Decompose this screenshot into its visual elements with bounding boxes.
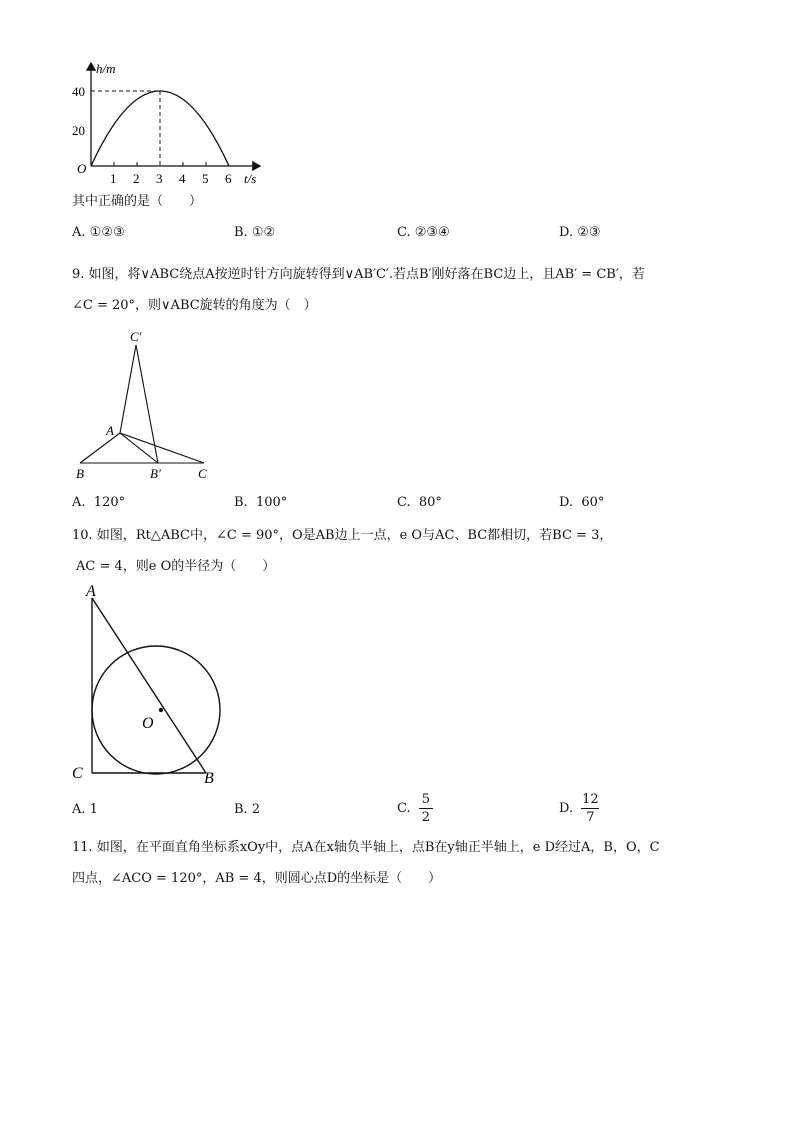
label-a: A xyxy=(106,423,114,438)
label-c: C xyxy=(72,765,83,782)
label-c: C xyxy=(198,466,207,481)
q11-stem-line2: 四点，∠ACO = 120°，AB = 4，则圆心点D的坐标是（ ） xyxy=(72,871,442,886)
segment-a-c xyxy=(120,433,204,463)
fraction-12-7: $\frac{12}{7}$ xyxy=(582,792,599,825)
x-tick-2: 2 xyxy=(133,171,140,186)
x-tick-6: 6 xyxy=(225,171,232,186)
inscribed-circle-o xyxy=(92,646,220,774)
q9-stem-line1: 9. 如图，将∨ABC绕点A按逆时针方向旋转得到∨AB′C′.若点B′刚好落在BC边上，且AB′ = CB′，若 xyxy=(72,267,645,282)
q10-option-c[interactable]: C. $\frac{5}{2}$ xyxy=(397,792,433,825)
center-point-o xyxy=(159,708,163,712)
fraction-5-2: $\frac{5}{2}$ xyxy=(419,792,433,825)
label-o: O xyxy=(142,715,154,732)
segment-a-cprime xyxy=(120,345,136,433)
height-time-graph xyxy=(60,55,280,190)
label-b: B xyxy=(204,770,214,787)
q9-option-a[interactable]: A. 120° xyxy=(72,495,126,510)
q8-option-c[interactable]: C. ②③④ xyxy=(397,225,450,240)
x-tick-3: 3 xyxy=(156,171,163,186)
x-tick-1: 1 xyxy=(110,171,117,186)
segment-a-b xyxy=(80,433,120,463)
label-cprime: C′ xyxy=(130,329,142,344)
q8-stem: 其中正确的是（ ） xyxy=(72,194,203,209)
x-tick-4: 4 xyxy=(179,171,186,186)
y-axis-label: h/m xyxy=(96,61,116,76)
q11-number: 11. xyxy=(72,840,93,855)
y-tick-40: 40 xyxy=(72,84,85,99)
q8-option-d[interactable]: D. ②③ xyxy=(559,225,601,240)
q10-number: 10. xyxy=(72,528,93,543)
q9-option-d[interactable]: D. 60° xyxy=(559,495,605,510)
q10-stem-line1: 10. 如图，Rt△ABC中，∠C = 90°，O是AB边上一点，e O与AC、BC都相切，若BC = 3， xyxy=(72,528,613,543)
label-b: B xyxy=(76,466,84,481)
label-a: A xyxy=(86,583,96,600)
q9-option-c[interactable]: C. 80° xyxy=(397,495,442,510)
label-bprime: B′ xyxy=(150,466,161,481)
side-ab xyxy=(92,598,206,773)
q8-option-a[interactable]: A. ①②③ xyxy=(72,225,125,240)
segment-a-bprime xyxy=(120,433,158,463)
q9-stem-line2: ∠C = 20°，则∨ABC旋转的角度为（ ） xyxy=(72,298,317,313)
origin-label: O xyxy=(77,161,87,176)
q10-option-d[interactable]: D. $\frac{12}{7}$ xyxy=(559,792,599,825)
q10-option-b[interactable]: B. 2 xyxy=(234,802,261,817)
q10-triangle-circle-figure xyxy=(68,580,228,790)
q9-number: 9. xyxy=(72,267,85,282)
x-tick-5: 5 xyxy=(202,171,209,186)
q10-stem-line2: AC = 4，则e O的半径为（ ） xyxy=(76,559,276,574)
q10-option-a[interactable]: A. 1 xyxy=(72,802,98,817)
q8-option-b[interactable]: B. ①② xyxy=(234,225,276,240)
q9-option-b[interactable]: B. 100° xyxy=(234,495,288,510)
q11-stem-line1: 11. 如图，在平面直角坐标系xOy中，点A在x轴负半轴上，点B在y轴正半轴上，e D经过A，B，O，C xyxy=(72,840,660,855)
x-axis-label: t/s xyxy=(244,171,257,186)
y-tick-20: 20 xyxy=(72,123,85,138)
q9-rotation-figure xyxy=(70,325,220,485)
